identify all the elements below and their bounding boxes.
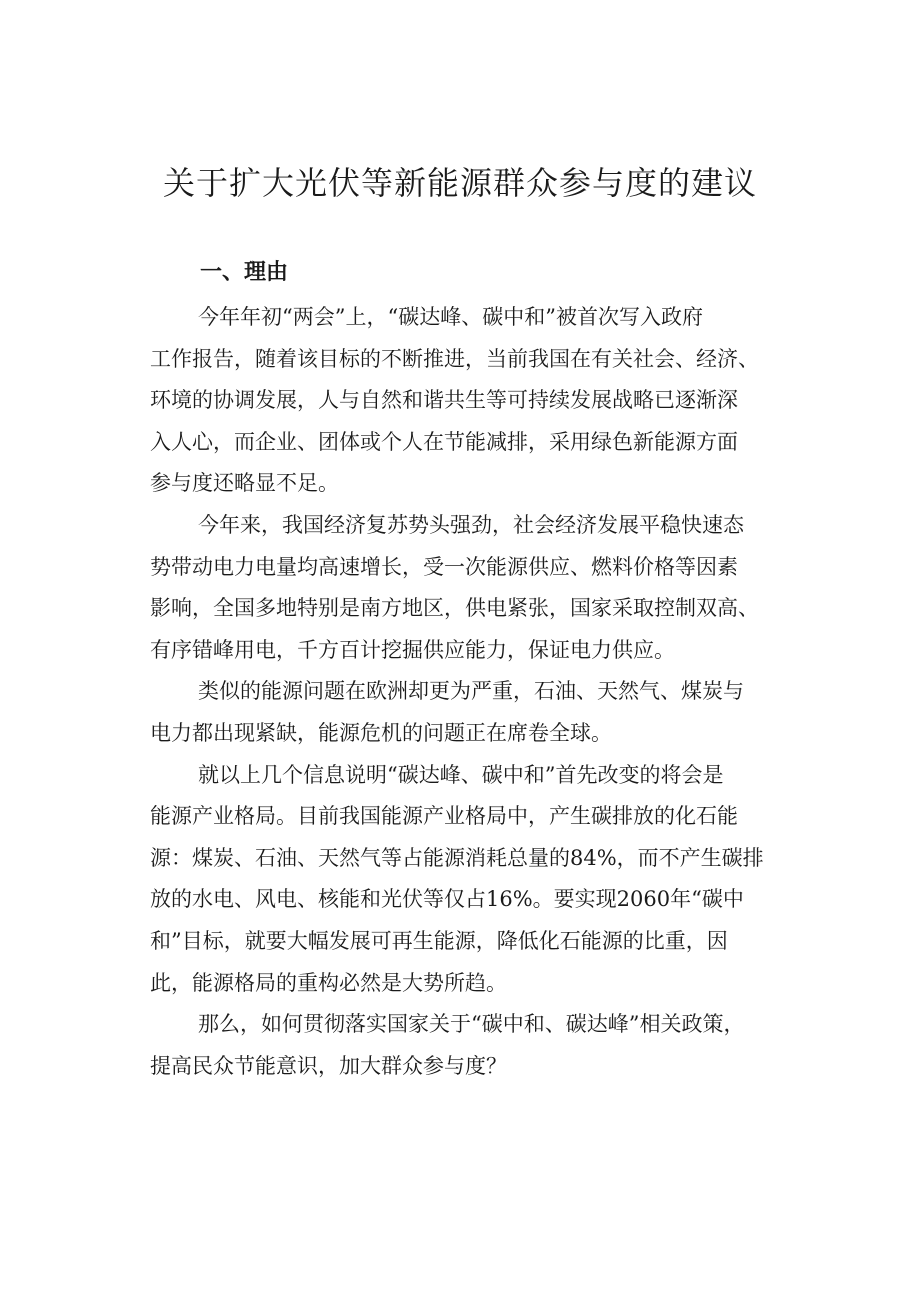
paragraph-line: 类似的能源问题在欧洲却更为严重，石油、天然气、煤炭与 <box>198 679 744 704</box>
body-text <box>150 297 810 1087</box>
paragraph-line: 今年来，我国经济复苏势头强劲，社会经济发展平稳快速态 <box>198 512 744 537</box>
paragraph-line: 此，能源格局的重构必然是大势所趋。 <box>150 970 507 995</box>
paragraph-line: 能源产业格局。目前我国能源产业格局中，产生碳排放的化石能 <box>150 804 738 829</box>
paragraph-line: 入人心，而企业、团体或个人在节能减排，采用绿色新能源方面 <box>150 429 738 454</box>
paragraph-line: 参与度还略显不足。 <box>150 471 339 496</box>
paragraph-line: 今年年初“两会”上，“碳达峰、碳中和”被首次写入政府 <box>198 305 703 329</box>
paragraph-line: 放的水电、风电、核能和光伏等仅占16%。要实现2060年“碳中 <box>150 887 744 912</box>
paragraph-line: 有序错峰用电，千方百计挖掘供应能力，保证电力供应。 <box>150 637 675 662</box>
paragraph-line: 源：煤炭、石油、天然气等占能源消耗总量的84%，而不产生碳排 <box>150 845 764 870</box>
paragraph-line: 环境的协调发展，人与自然和谐共生等可持续发展战略已逐渐深 <box>150 388 738 413</box>
paragraph-line: 和”目标，就要大幅发展可再生能源，降低化石能源的比重，因 <box>150 928 728 953</box>
paragraph-line: 工作报告，随着该目标的不断推进，当前我国在有关社会、经济、 <box>150 346 759 371</box>
document-title: 关于扩大光伏等新能源群众参与度的建议 <box>162 164 757 202</box>
paragraph-line: 就以上几个信息说明“碳达峰、碳中和”首先改变的将会是 <box>198 762 724 787</box>
paragraph-line: 势带动电力电量均高速增长，受一次能源供应、燃料价格等因素 <box>150 554 738 579</box>
paragraph-line: 影响，全国多地特别是南方地区，供电紧张，国家采取控制双高、 <box>150 596 759 621</box>
section-heading: 一、理由 <box>200 260 289 285</box>
paragraph-line: 那么，如何贯彻落实国家关于“碳中和、碳达峰”相关政策， <box>198 1012 745 1037</box>
paragraph-line: 电力都出现紧缺，能源危机的问题正在席卷全球。 <box>150 720 612 745</box>
paragraph-line: 提高民众节能意识，加大群众参与度？ <box>150 1053 507 1078</box>
